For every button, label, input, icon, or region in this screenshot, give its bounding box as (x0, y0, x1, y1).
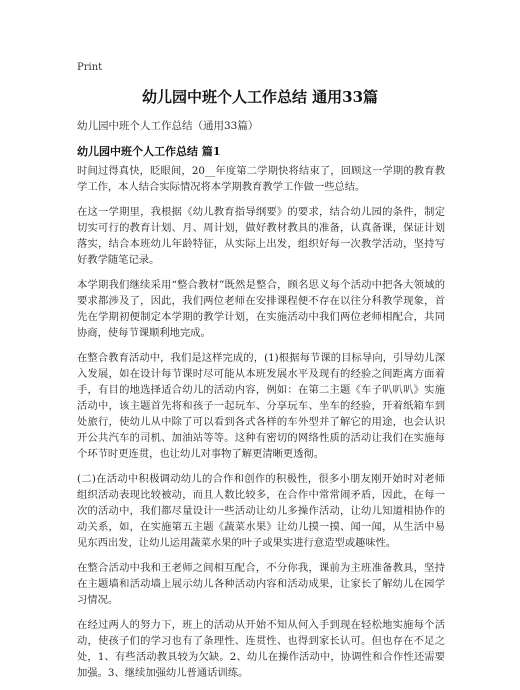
document-subtitle: 幼儿园中班个人工作总结（通用33篇） (77, 120, 259, 132)
section-heading: 幼儿园中班个人工作总结 篇1 (77, 145, 221, 158)
print-link[interactable]: Print (77, 62, 103, 73)
paragraph-5: (二)在活动中积极调动幼儿的合作和创作的积极性，很多小朋友刚开始时对老师组织活动表现比较被动，而且人数比较多，在合作中常常闹矛盾，因此，在每一次的活动中，我们都尽量设计一些活动让幼儿多操作活动，让幼儿知道相协作的动关系，如，在实施第五主题《蔬菜水果》让幼儿摸一摸、闻一闻，从生活中易见东西出发，让幼儿运用蔬菜水果的叶子或果实进行意造型或趣味性。 (77, 473, 445, 549)
paragraph-4: 在整合教育活动中，我们是这样完成的，(1)根据每节课的目标导向，引导幼儿深入发展，如在设计每节课时尽可能从本班发展水平及现有的经验之间距离方面着手，有目的地选择适合幼儿的活动内容，例如：在第二主题《车子叭叭叭》实施活动中，该主题首先将和孩子一起玩车、分享玩车、坐车的经验，开着纸箱车到处旅行，使幼儿从中除了可以看到各式各样的车外型并了解它的用途，也会认识开公共汽车的司机、加油站等等。这种有密切的网络性质的活动让我们在实施每个环节时更连贯，也让幼儿对事物了解更清晰更透彻。 (77, 352, 445, 460)
document-body (77, 163, 445, 690)
paragraph-6: 在整合活动中我和王老师之间相互配合，不分你我，课前为主班准备教具，坚持在主题墙和活动墙上展示幼儿各种活动内容和活动成果，让家长了解幼儿在园学习情况。 (77, 562, 445, 606)
paragraph-3: 本学期我们继续采用“整合教材”既然是整合，顾名思义每个活动中把各大领域的要求都涉及了，因此，我们两位老师在安排课程便不存在以往分科教学现象，首先在学期初便制定本学期的教学计划，在实施活动中我们两位老师相配合，共同协商，使每节课顺利地完成。 (77, 279, 445, 339)
paragraph-7: 在经过两人的努力下，班上的活动从开始不知从何入手到现在轻松地实施每个活动，使孩子们的学习也有了条理性、连贯性、也得到家长认可。但也存在不足之处，1、有些活动教具较为欠缺。2、幼儿在操作活动中，协调性和合作性还需要加强。3、继续加强幼儿普通话训练。 (77, 619, 445, 679)
paragraph-1: 时间过得真快，眨眼间，20__年度第二学期快将结束了，回顾这一学期的教育教学工作，本人结合实际情况将本学期教育教学工作做一些总结。 (77, 165, 445, 193)
page-title: 幼儿园中班个人工作总结 通用33篇 (141, 88, 379, 106)
paragraph-2: 在这一学期里，我根据《幼儿教育指导纲要》的要求，结合幼儿园的条件，制定切实可行的教育计划、月、周计划，做好教材教具的准备，认真备课，保证计划落实，结合本班幼儿年龄特征，从实际上出发，组织好每一次教学活动，坚持写好教学随笔记录。 (77, 206, 445, 266)
